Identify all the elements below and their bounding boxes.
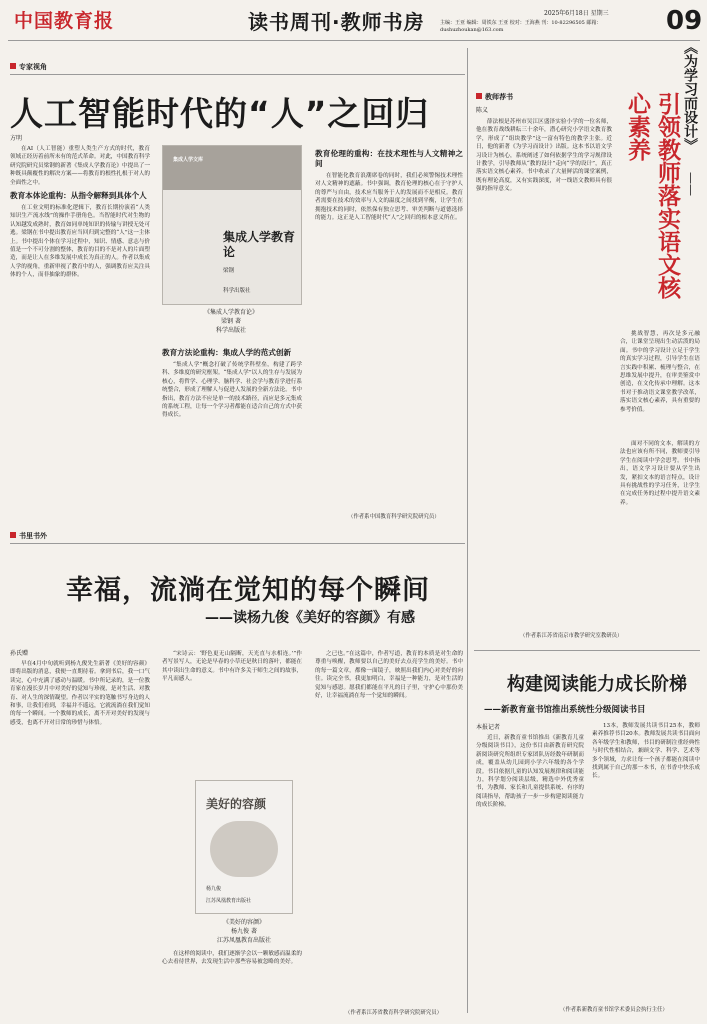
book-cover-integrated-anthropology [162, 145, 302, 305]
article4-body-1: 近日，新教育童书馆推出《新教育儿童分级阅读书目》，这份书目由新教育研究院新阅读研究所组织专家团队历经数年研制而成，覆盖从幼儿园到小学六年级的各个学段。书目依据儿童的认知发展规律和阅读能力，科学划分阅读层级，精选中外优秀童书，为教师、家长和儿童提供系统、有序的阅读指导，帮助孩子一步一步构建阅读能力的成长阶梯。 [476, 735, 584, 809]
article2-column-2b [162, 950, 302, 1015]
cover-series: 集成人学文库 [173, 157, 204, 163]
article1-subhead-1: 教育本体论重构：从指令解释到具体个人 [10, 191, 147, 201]
cover-title: 美好的容颜 [206, 797, 267, 811]
article4-headline: 构建阅读能力成长阶梯 [507, 674, 687, 695]
section-tag-recommend: 教师荐书 [476, 92, 513, 102]
article1-column-3 [315, 145, 463, 507]
article1-author-note: （作者系中国教育科学研究院研究员） [348, 514, 440, 520]
article1-byline: 方明 [10, 135, 23, 142]
article3-column-3 [620, 440, 700, 625]
masthead-rule [8, 40, 700, 41]
caption-author: 梁钢 著 [221, 318, 241, 325]
article3-body-1: 薛法根是苏州市吴江区盛泽实验小学的一位名师，他在教育战线耕耘三十余年，潜心研究小学语文教育教学，形成了“组块教学”这一富有特色的教学主张。近日，他的新著《为学习而设计》出版。这本书以语文学习设计为核心，系统阐述了如何依据学生的学习规律设计教学，引导教师从“教的设计”走向“学的设计”，真正落实语文核心素养。书中收录了大量鲜活的课堂案例，既有理论高度，又有实践深度，对一线语文教师具有很强的指导意义。 [476, 119, 612, 193]
article3-body-3: 面对不同的文本，解读的方法也应该有所不同，教师要引导学生在阅读中学会思考。书中指出，语文学习设计要从学生出发，紧扣文本的语言特点，设计具有挑战性的学习任务，让学生在完成任务的过程中提升语文素养。 [620, 441, 700, 506]
caption-publisher: 科学出版社 [215, 327, 246, 334]
cover-illustration [210, 821, 278, 877]
article4-column-2 [592, 722, 700, 997]
divider [474, 650, 700, 651]
article2-column-2a [162, 650, 302, 775]
article3-vertical-headline: 引领教师落实语文核心素养 [624, 92, 680, 299]
page-number: 09 [666, 6, 703, 36]
article3-byline: 陈义 [476, 107, 489, 114]
divider [10, 543, 465, 544]
article2-body-3: 之已也。”在这篇中，作者写道，教育的本质是对生命的尊重与唤醒，教师要以自己的美好去点亮学生的美好。书中的每一篇文章，都像一面镜子，映照出我们内心对美好的向往。读完全书，我更加明白，幸福是一种能力，是对生活的觉知与感恩。愿我们都能在平凡的日子里，守护心中那份美好，让幸福流淌在每一个觉知的瞬间。 [315, 651, 463, 700]
article3-book-title: 《为学习而设计》 [682, 40, 698, 152]
article2-book-caption [180, 918, 308, 945]
section-tag-expert: 专家视角 [10, 62, 47, 72]
cover-publisher: 科学出版社 [223, 288, 251, 294]
article1-headline: 人工智能时代的“人”之回归 [10, 94, 430, 133]
article3-column-2 [620, 330, 700, 435]
article2-body-2: “宋诗云：‘野色更无山隔断，天光直与水相连。’”作者写景写人，无论是早春的小草还是秋日的落叶，都能在其中读出生命的意义。书中有许多关于师生之间的故事，平凡而感人。 [162, 651, 302, 683]
newspaper-logo: 中国教育报 [14, 10, 115, 32]
article2-author-note: （作者系江苏省教育科学研究院研究员） [345, 1010, 443, 1016]
article4-column-1 [476, 734, 584, 1009]
issue-date: 2025年6月18日 星期三 [544, 10, 609, 17]
cover-band [163, 146, 301, 190]
article4-byline: 本报记者 [476, 724, 501, 731]
caption-publisher: 江苏凤凰教育出版社 [216, 937, 271, 944]
article3-body-2: 挑战智慧，再次是多元融合，让课堂呈现出生动活泼的局面。书中的学习设计立足于学生的真实学习过程，引导学生在语言实践中积累、梳理与整合，在思维发展中提升，在审美鉴赏中创造，在文化传承中理解。这本书对于推动语文课堂教学改革，落实语文核心素养，具有重要的参考价值。 [620, 331, 700, 413]
article4-author-note: （作者系新教育童书馆学术委员会执行主任） [560, 1007, 668, 1013]
caption-author: 杨九俊 著 [231, 928, 257, 935]
article1-subhead-2: 教育方法论重构：集成人学的范式创新 [162, 348, 292, 357]
caption-title: 《美好的容颜》 [222, 919, 265, 926]
article1-subhead-3: 教育伦理的重构：在技术理性与人文精神之间 [315, 149, 463, 168]
article2-body-2b: 在这样的阅读中，我们逐渐学会以一颗敏感而温柔的心去看待世界，去发现生活中那些容易被忽略的美好。 [162, 951, 302, 966]
cover-author: 梁钢 [223, 268, 235, 274]
article3-column-1 [476, 118, 612, 638]
article1-book-caption [162, 308, 300, 335]
article1-body-1: 在工业文明的标准化逻辑下，教育长期扮演着“人类知识生产流水线”的操作手册角色。当智能时代对生物的认知越发成熟时，教育如同单纯知识的传输与讲授无处可逃。梁钢在书中提出教育应当回归到完整的“人”这一主体上。书中提出个体在学习过程中，知识、情感、意志与价值是一个不可分割的整体，教育的目的不是对人的片面塑造，而是让人在多维发展中成长为真正的人。作者以集成人学的视角，重新审视了教育中的人，强调教育应关注具体的个人，而非抽象的群体。 [10, 205, 150, 279]
article2-column-3 [315, 650, 463, 1005]
caption-title: 《集成人学教育论》 [203, 309, 258, 316]
article2-headline: 幸福，流淌在觉知的每个瞬间 [66, 575, 430, 606]
article2-column-1 [10, 660, 150, 1015]
article4-subtitle: ——新教育童书馆推出系统性分级阅读书目 [484, 705, 646, 715]
book-cover-beautiful-faces [195, 780, 293, 914]
article2-byline: 孙氏赠 [10, 650, 29, 657]
article2-body-1: 早在4月中旬就听到杨九俊先生新著《美好的容颜》即将出版的消息，我便一直期待着。拿到书后，我一口气读完，心中充满了感动与温暖。书中所记录的，是一位教育家在漫长岁月中对美好的觉知与珍视，是对生活、对教育、对人生的深情凝望。作者以平实的笔触书写身边的人和事，让我们看到，幸福并不遥远，它就流淌在我们觉知的每一个瞬间。一个教师的成长，离不开对美好的发现与感受，也离不开对日常的珍惜与体悟。 [10, 661, 150, 726]
article1-body-3: 在智能化教育浪潮席卷的同时，我们必须警惕技术理性对人文精神的遮蔽。书中强调，教育伦理的核心在于守护人的尊严与自由，技术应当服务于人的发展而不是相反。教育者需要在技术的效率与人文的温度之间找到平衡，让学生在拥抱技术的同时，依然保有独立思考、审美判断与道德选择的能力。这正是人工智能时代“人”之回归的根本意义所在。 [315, 173, 463, 222]
article1-column-1 [10, 145, 150, 525]
editor-credit: 主编：王亚 编辑：周铁东 王亚 校对：王海燕 刊：10-82296505 邮箱：dushuzhoukan@163.com [440, 20, 602, 33]
cover-title: 集成人学教育论 [223, 230, 296, 259]
column-divider [467, 48, 468, 1013]
article2-subtitle: ——读杨九俊《美好的容颜》有感 [205, 610, 415, 626]
cover-publisher: 江苏凤凰教育出版社 [206, 898, 252, 904]
divider [10, 74, 465, 75]
article1-column-2 [162, 344, 302, 525]
cover-author: 杨九俊 [206, 886, 222, 892]
article3-dash: —— [684, 172, 698, 196]
article3-author-note: （作者系江苏省南京市教学研究室教研员） [520, 633, 623, 639]
article1-body-2: “集成人学”概念打破了传统学科壁垒，构建了跨学科、多维度的研究框架。“集成人学”以人的生存与发展为核心，将哲学、心理学、脑科学、社会学与教育学进行系统整合，形成了理解人与促进人发展的全新方法论。书中指出，教育方法不应是单一的技术路径，而应是多元集成的系统工程，让每一个学习者都能在适合自己的方式中获得成长。 [162, 362, 302, 419]
section-tag-books: 书里书外 [10, 531, 47, 541]
article4-body-2: 13本，教师发展共读书目25本，教师素养推荐书目20本。教师发展共读书目面向各年级学生和教师，书目的研制注重经典性与时代性相结合，兼顾文学、科学、艺术等多个领域，力求让每一个孩子都能在阅读中找到属于自己的那一本书，在书香中快乐成长。 [592, 723, 700, 780]
section-title: 读书周刊·教师书房 [248, 10, 425, 34]
article1-intro: 在AI（人工智能）重塑人类生产方式的时代，教育领域正经历着前所未有的范式革命。对此，中国教育科学研究院研究员梁钢的新著《集成人学教育论》中提出了一种既具颠覆性的解决方案——将教育的根性扎根于对人的全面性之中。 [10, 146, 150, 186]
